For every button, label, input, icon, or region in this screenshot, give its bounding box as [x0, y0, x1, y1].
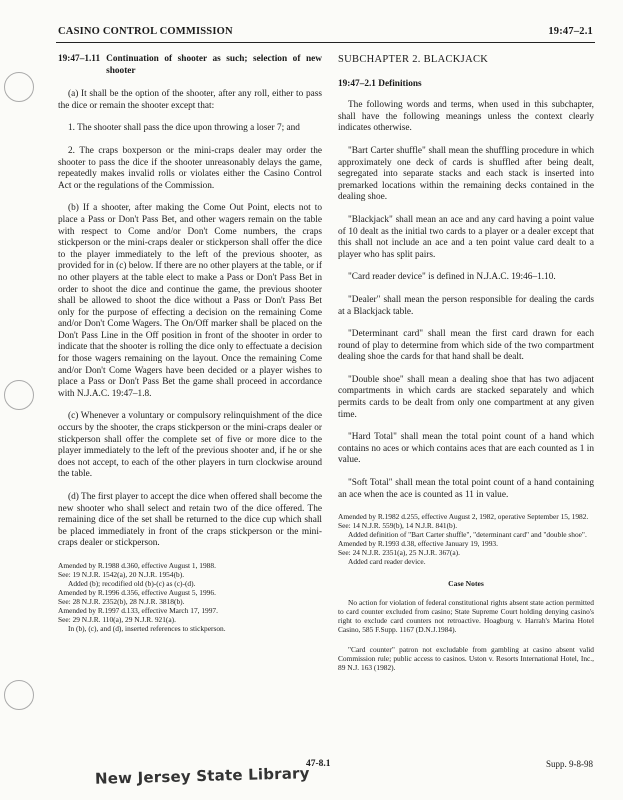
- section-heading-1-11: [58, 54, 322, 77]
- definitions-intro: The following words and terms, when used in this subchapter, shall have the following meanings unless the context clearly indicates otherwise.: [338, 100, 594, 134]
- amendment-line: Added definition of "Bart Carter shuffle", "determinant card" and "double shoe".: [348, 530, 587, 540]
- section-title: Continuation of shooter as such; selection of new shooter: [106, 54, 322, 76]
- definition-blackjack: "Blackjack" shall mean an ace and any card having a point value of 10 dealt as the initial two cards to a player or a dealer except that this shall not include an ace and a ten point value card dealt to a player who has split pairs.: [338, 214, 594, 260]
- amendment-line: Amended by R.1996 d.356, effective August 5, 1996.: [58, 587, 216, 597]
- supplement-date: Supp. 9-8-98: [546, 759, 593, 769]
- binder-hole-middle: [4, 380, 34, 410]
- item-1: 1. The shooter shall pass the dice upon throwing a loser 7; and: [68, 123, 300, 134]
- library-stamp: New Jersey State Library: [94, 764, 310, 788]
- amendment-line: Amended by R.1988 d.360, effective August 1, 1988.: [58, 560, 216, 570]
- amendment-line: In (b), (c), and (d), inserted references to stickperson.: [68, 623, 226, 633]
- definition-double-shoe: "Double shoe" shall mean a dealing shoe that has two adjacent compartments in which cards are stacked separately and which permits cards to be dealt from only one compartment at any given time.: [338, 374, 594, 420]
- page-number: 47-8.1: [306, 759, 331, 769]
- definition-card-reader-device: "Card reader device" is defined in N.J.A.C. 19:46–1.10.: [348, 272, 556, 283]
- paragraph-b: (b) If a shooter, after making the Come Out Point, elects not to place a Pass or Don't Pass Bet, and other wagers remain on the table with respect to Come and/or Don't Come numbers, the craps stickperson or the mini-craps dealer or stickperson shall offer the dice to the player immediately to the left of the previous shooter, as provided for in (c) below. If there are no other players at the table, or if no other players at the table elect to make a Pass or Don't Pass Bet in order to shoot the dice and continue the game, the previous shooter shall be allowed to shoot the dice without a Pass or Don't Pass Bet only for the purpose of effecting a decision on the remaining Come and/or Don't Come Wagers. The On/Off marker shall be placed on the Don't Pass Line in the Off position in front of the shooter in order to indicate that the shooter is rolling the dice only to effectuate a decision for those wagers remaining on the layout. Once the remaining Come and/or Don't Come Wagers have been decided or a player wishes to place a Pass or Don't Pass Bet the game shall proceed in accordance with N.J.A.C. 19:47–1.8.: [58, 203, 322, 399]
- paragraph-c: (c) Whenever a voluntary or compulsory relinquishment of the dice occurs by the shooter, the craps stickperson or the mini-craps dealer or stickperson shall offer the complete set of five or more dice to the player immediately to the left of the previous shooter and, if he or she does not accept, to each of the other players in turn clockwise around the table.: [58, 411, 322, 480]
- paragraph-d: (d) The first player to accept the dice when offered shall become the new shooter who shall select and retain two of the dice offered. The remaining dice of the set shall be returned to the dice cup which shall be placed immediately in front of the craps stickperson or the mini-craps dealer or stickperson.: [58, 492, 322, 549]
- item-2: 2. The craps boxperson or the mini-craps dealer may order the shooter to pass the dice if the shooter unreasonably delays the game, repeatedly makes invalid rolls or violates either the Casino Control Act or the regulations of the Commission.: [58, 145, 322, 191]
- right-column: [338, 54, 594, 683]
- amendment-line: Added card reader device.: [348, 557, 426, 567]
- subchapter-title: SUBCHAPTER 2. BLACKJACK: [338, 54, 489, 65]
- case-note: No action for violation of federal constitutional rights absent state action permitted to card counter excluded from casino; State Supreme Court holding denying casino's right to exclude card counters not retroactive. Hoagburg v. Harrah's Marina Hotel Casino, 585 F.Supp. 1167 (D.N.J.1984).: [338, 597, 594, 634]
- definition-determinant-card: "Determinant card" shall mean the first card drawn for each round of play to determine from which side of the two compartment dealing shoe the cards for that hand shall be dealt.: [338, 329, 594, 363]
- paragraph-a: (a) It shall be the option of the shooter, after any roll, either to pass the dice or remain the shooter except that:: [58, 89, 322, 111]
- case-note: "Card counter" patron not excludable from gambling at casino absent valid Commission rule; public access to casinos. Uston v. Resorts International Hotel, Inc., 89 N.J. 163 (1982).: [338, 644, 594, 672]
- left-column: [58, 54, 322, 633]
- case-notes-title: Case Notes: [448, 579, 484, 589]
- binder-hole-top: [4, 72, 34, 102]
- amendment-line: Amended by R.1993 d.38, effective January 19, 1993.: [338, 539, 498, 549]
- amendment-line: Amended by R.1982 d.255, effective August 2, 1982, operative September 15, 1982.: [338, 512, 589, 522]
- section-number: 19:47–1.11: [58, 54, 101, 64]
- running-header-section: 19:47–2.1: [548, 26, 593, 37]
- amendment-line: Added (b); recodified old (b)-(c) as (c)-(d).: [68, 578, 196, 588]
- header-rule: [56, 42, 595, 43]
- binder-hole-bottom: [4, 680, 34, 710]
- amendment-line: See: 14 N.J.R. 559(b), 14 N.J.R. 841(b).: [338, 521, 458, 531]
- amendment-line: See: 28 N.J.R. 2352(b), 28 N.J.R. 3818(b).: [58, 596, 185, 606]
- definition-hard-total: "Hard Total" shall mean the total point count of a hand which contains no aces or which contains aces that are each counted as 1 in value.: [338, 432, 594, 466]
- amendment-history-right: [338, 512, 594, 566]
- definition-soft-total: "Soft Total" shall mean the total point count of a hand containing an ace when the ace is counted as 11 in value.: [338, 478, 594, 500]
- amendment-line: See: 24 N.J.R. 2351(a), 25 N.J.R. 367(a).: [338, 548, 460, 558]
- amendment-history-left: [58, 561, 322, 633]
- running-header-title: CASINO CONTROL COMMISSION: [58, 26, 233, 37]
- amendment-line: See: 29 N.J.R. 110(a), 29 N.J.R. 921(a).: [58, 614, 176, 624]
- definition-bart-carter-shuffle: "Bart Carter shuffle" shall mean the shuffling procedure in which approximately one deck of cards is shuffled after being dealt, segregated into separate stacks and each stack is inserted into premarked locations within the remaining decks contained in the dealing shoe.: [338, 145, 594, 203]
- amendment-line: Amended by R.1997 d.133, effective March 17, 1997.: [58, 605, 218, 615]
- definition-dealer: "Dealer" shall mean the person responsible for dealing the cards at a Blackjack table.: [338, 294, 594, 317]
- definitions-heading: 19:47–2.1 Definitions: [338, 78, 422, 89]
- amendment-line: See: 19 N.J.R. 1542(a), 20 N.J.R. 1954(b).: [58, 569, 185, 579]
